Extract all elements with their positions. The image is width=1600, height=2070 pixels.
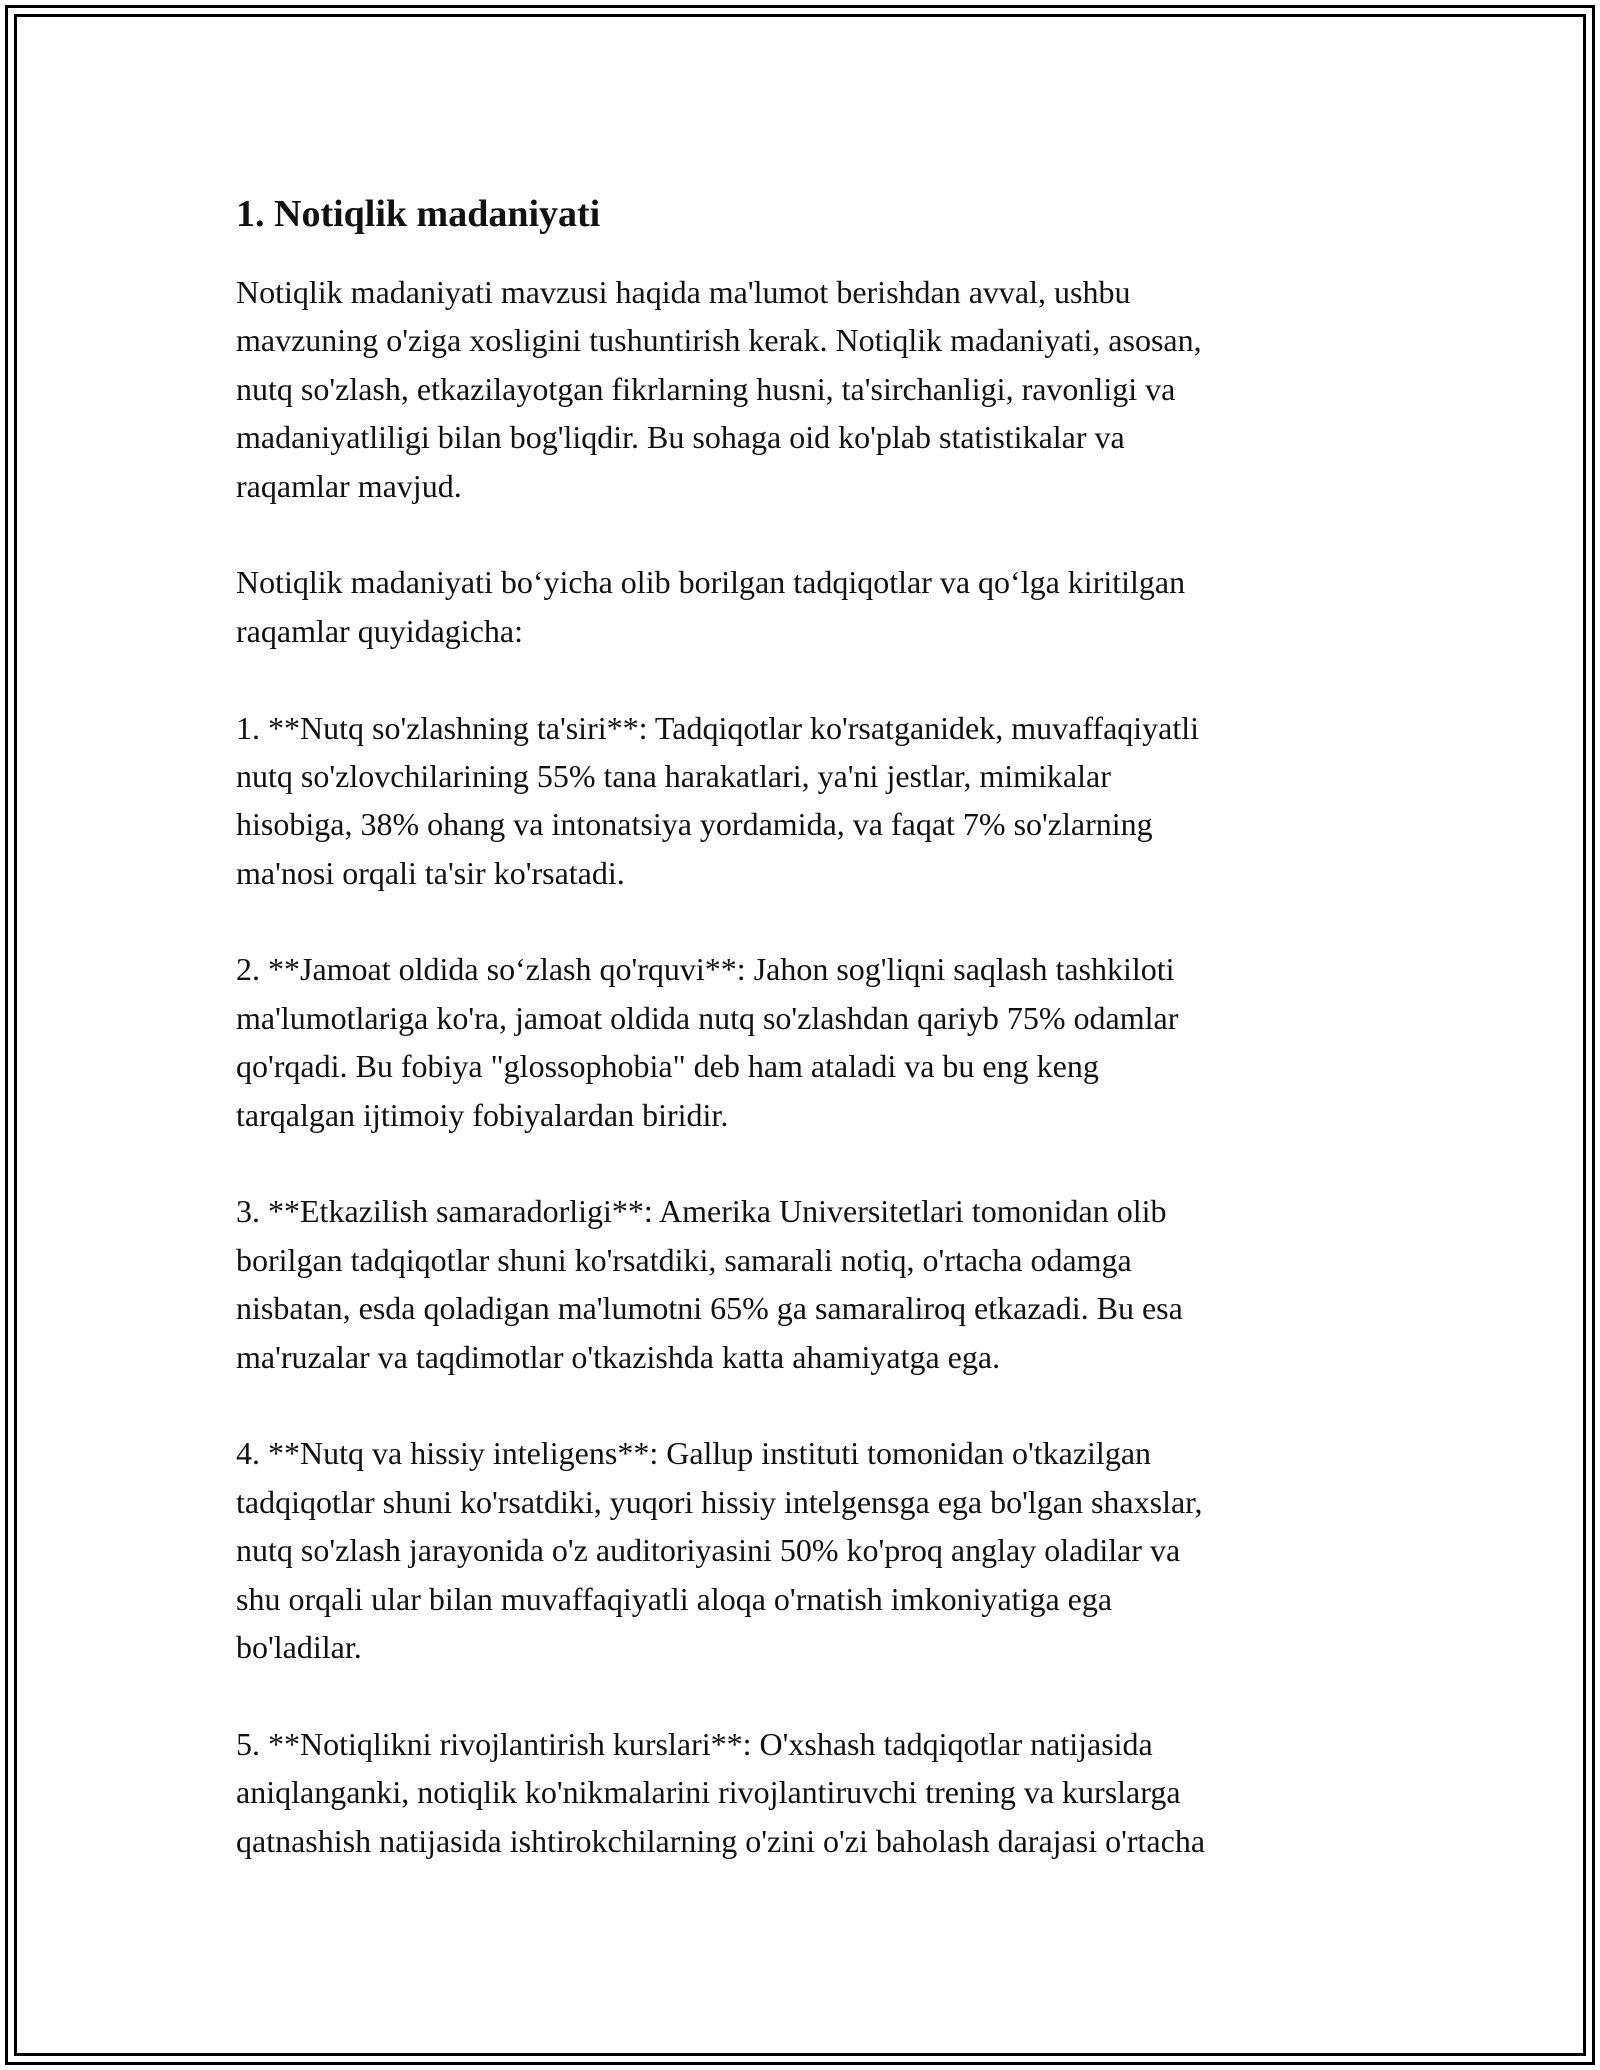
document-body xyxy=(236,186,1366,1913)
text-line: raqamlar mavjud. xyxy=(236,467,462,504)
text-line: ma'ruzalar va taqdimotlar o'tkazishda katta ahamiyatga ega. xyxy=(236,1338,1001,1375)
text-line: 4. **Nutq va hissiy inteligens**: Gallup instituti tomonidan o'tkazilgan xyxy=(236,1435,1152,1472)
list-item-4 xyxy=(236,1429,1366,1671)
list-item-5 xyxy=(236,1720,1366,1865)
text-line: mavzuning o'ziga xosligini tushuntirish kerak. Notiqlik madaniyati, asosan, xyxy=(236,322,1202,359)
text-line: 1. **Nutq so'zlashning ta'siri**: Tadqiqotlar ko'rsatganidek, muvaffaqiyatli xyxy=(236,709,1200,746)
text-line: tadqiqotlar shuni ko'rsatdiki, yuqori hissiy intelgensga ega bo'lgan shaxslar, xyxy=(236,1483,1203,1520)
text-line: shu orqali ular bilan muvaffaqiyatli aloqa o'rnatish imkoniyatiga ega xyxy=(236,1580,1113,1617)
text-line: Notiqlik madaniyati mavzusi haqida ma'lumot berishdan avval, ushbu xyxy=(236,274,1131,310)
text-line: 5. **Notiqlikni rivojlantirish kurslari**: O'xshash tadqiqotlar natijasida xyxy=(236,1725,1153,1762)
text-line: 3. **Etkazilish samaradorligi**: Amerika Universitetlari tomonidan olib xyxy=(236,1193,1167,1230)
text-line: nisbatan, esda qoladigan ma'lumotni 65% ga samaraliroq etkazadi. Bu esa xyxy=(236,1290,1183,1327)
text-line: nutq so'zlovchilarining 55% tana harakatlari, ya'ni jestlar, mimikalar xyxy=(236,757,1111,794)
list-item-3 xyxy=(236,1187,1366,1381)
text-line: nutq so'zlash jarayonida o'z auditoriyasini 50% ko'proq anglay oladilar va xyxy=(236,1532,1181,1569)
list-item-2 xyxy=(236,945,1366,1139)
text-line: nutq so'zlash, etkazilayotgan fikrlarning husni, ta'sirchanligi, ravonligi va xyxy=(236,370,1176,407)
text-line: raqamlar quyidagicha: xyxy=(236,612,523,649)
text-line: 2. **Jamoat oldida so‘zlash qo'rquvi**: Jahon sog'liqni saqlash tashkiloti xyxy=(236,951,1175,988)
text-line: Notiqlik madaniyati bo‘yicha olib borilgan tadqiqotlar va qo‘lga kiritilgan xyxy=(236,564,1186,601)
text-line: ma'nosi orqali ta'sir ko'rsatadi. xyxy=(236,854,625,891)
paragraph-intro xyxy=(236,268,1366,510)
text-line: tarqalgan ijtimoiy fobiyalardan biridir. xyxy=(236,1096,729,1133)
text-line: borilgan tadqiqotlar shuni ko'rsatdiki, samarali notiq, o'rtacha odamga xyxy=(236,1241,1132,1278)
text-line: aniqlanganki, notiqlik ko'nikmalarini rivojlantiruvchi trening va kurslarga xyxy=(236,1774,1181,1811)
text-line: qo'rqadi. Bu fobiya "glossophobia" deb ham ataladi va bu eng keng xyxy=(236,1048,1099,1085)
text-line: bo'ladilar. xyxy=(236,1628,362,1665)
section-heading: 1. Notiqlik madaniyati xyxy=(236,193,601,235)
text-line: hisobiga, 38% ohang va intonatsiya yordamida, va faqat 7% so'zlarning xyxy=(236,806,1153,843)
paragraph-lead-in xyxy=(236,558,1366,655)
text-line: qatnashish natijasida ishtirokchilarning o'zini o'zi baholash darajasi o'rtacha xyxy=(236,1822,1206,1859)
text-line: madaniyatliligi bilan bog'liqdir. Bu sohaga oid ko'plab statistikalar va xyxy=(236,419,1125,456)
list-item-1 xyxy=(236,704,1366,898)
text-line: ma'lumotlariga ko'ra, jamoat oldida nutq so'zlashdan qariyb 75% odamlar xyxy=(236,999,1179,1036)
